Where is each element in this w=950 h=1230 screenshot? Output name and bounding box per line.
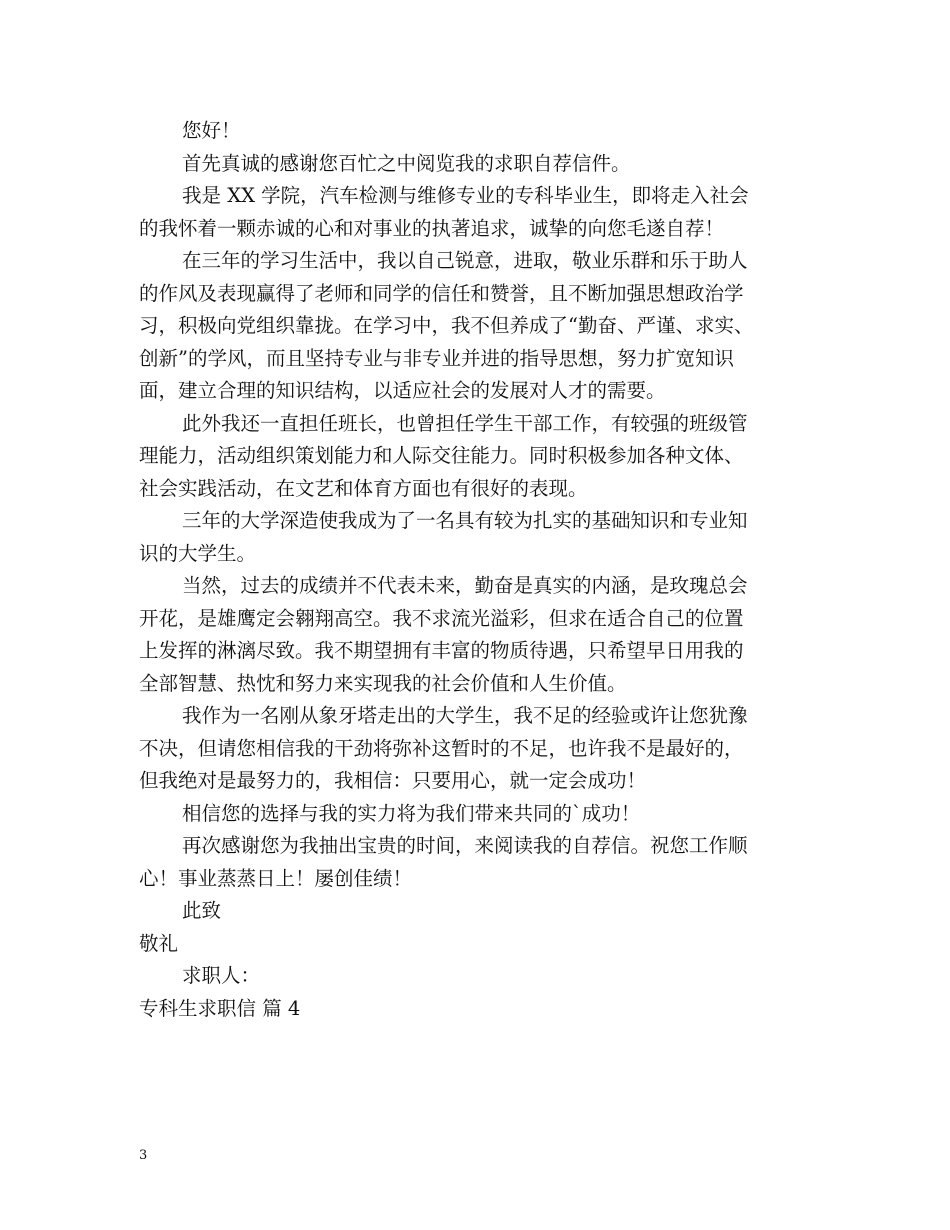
text-line: 相信您的选择与我的实力将为我们带来共同的`成功！: [182, 801, 641, 825]
page-number: 3: [139, 1148, 148, 1163]
text-line: 当然，过去的成绩并不代表未来，勤奋是真实的内涵，是玫瑰总会: [182, 574, 748, 597]
text-line: 我是 XX 学院，汽车检测与维修专业的专科毕业生，即将走入社会: [182, 184, 749, 207]
text-line: 求职人：: [182, 964, 261, 987]
text-line: 三年的大学深造使我成为了一名具有较为扎实的基础知识和专业知: [182, 509, 748, 532]
text-line: 理能力，活动组织策划能力和人际交往能力。同时积极参加各种文体、: [139, 444, 744, 467]
text-line: 我作为一名刚从象牙塔走出的大学生，我不足的经验或许让您犹豫: [182, 704, 748, 727]
text-line: 识的大学生。: [139, 541, 257, 565]
text-line: 的作风及表现赢得了老师和同学的信任和赞誉，且不断加强思想政治学: [139, 281, 744, 305]
text-line: 敬礼: [139, 931, 179, 955]
text-line: 再次感谢您为我抽出宝贵的时间，来阅读我的自荐信。祝您工作顺: [182, 834, 748, 857]
text-line: 此外我还一直担任班长，也曾担任学生干部工作，有较强的班级管: [182, 411, 748, 435]
text-line: 在三年的学习生活中，我以自己锐意，进取，敬业乐群和乐于助人: [182, 249, 748, 272]
text-line: 社会实践活动，在文艺和体育方面也有很好的表现。: [139, 476, 588, 500]
text-line: 全部智慧、热忱和努力来实现我的社会价值和人生价值。: [139, 671, 627, 695]
text-line: 但我绝对是最努力的，我相信：只要用心，就一定会成功！: [139, 769, 647, 792]
text-line: 开花，是雄鹰定会翱翔高空。我不求流光溢彩，但求在适合自己的位置: [139, 606, 744, 630]
text-line: 您好！: [182, 119, 241, 142]
text-line: 此致: [182, 899, 222, 922]
text-line: 创新”的学风，而且坚持专业与非专业并进的指导思想，努力扩宽知识: [139, 346, 734, 370]
text-line: 首先真诚的感谢您百忙之中阅览我的求职自荐信件。: [182, 151, 631, 175]
text-line: 的我怀着一颗赤诚的心和对事业的执著追求，诚挚的向您毛遂自荐！: [139, 216, 725, 240]
text-line: 面，建立合理的知识结构，以适应社会的发展对人才的需要。: [139, 379, 666, 402]
letter-body: [139, 115, 819, 1025]
text-line: 不决，但请您相信我的干劲将弥补这暂时的不足，也许我不是最好的，: [139, 736, 744, 760]
text-line: 上发挥的淋漓尽致。我不期望拥有丰富的物质待遇，只希望早日用我的: [139, 639, 744, 662]
text-line: 习，积极向党组织靠拢。在学习中，我不但养成了“勤奋、严谨、求实、: [139, 314, 754, 337]
text-line: 心！事业蒸蒸日上！屡创佳绩！: [139, 866, 413, 890]
text-line: 专科生求职信 篇 4: [139, 996, 301, 1020]
